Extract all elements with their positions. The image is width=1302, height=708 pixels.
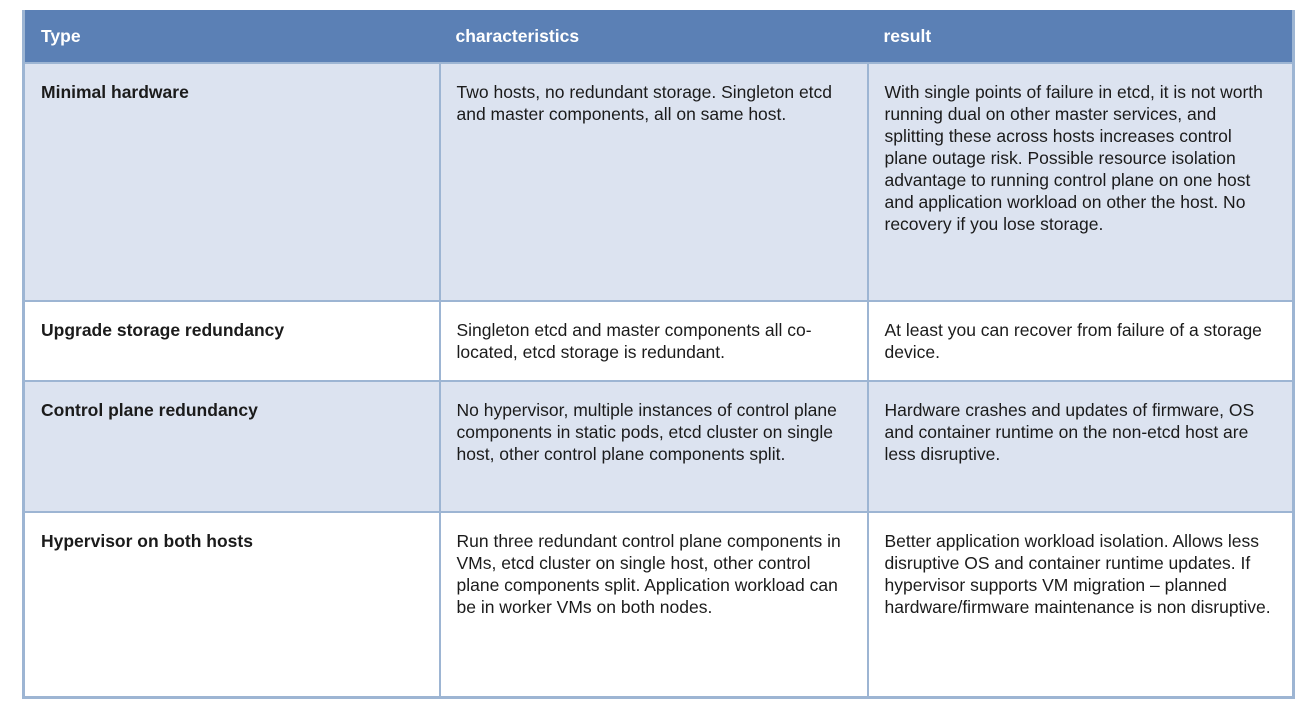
cell-characteristics: No hypervisor, multiple instances of control plane components in static pods, etcd cluster on single host, other control plane components split. <box>440 381 868 512</box>
cell-type: Control plane redundancy <box>24 381 440 512</box>
header-row <box>24 10 1294 63</box>
table-body <box>24 63 1294 697</box>
cell-result: Better application workload isolation. Allows less disruptive OS and container runtime updates. If hypervisor supports VM migration – planned hardware/firmware maintenance is non disruptive. <box>868 512 1294 697</box>
cell-characteristics: Run three redundant control plane components in VMs, etcd cluster on single host, other control plane components split. Application workload can be in worker VMs on both nodes. <box>440 512 868 697</box>
cell-characteristics: Two hosts, no redundant storage. Singleton etcd and master components, all on same host. <box>440 63 868 301</box>
comparison-table <box>22 10 1295 699</box>
cell-type: Upgrade storage redundancy <box>24 301 440 381</box>
column-header-type: Type <box>24 10 440 63</box>
table-row <box>24 381 1294 512</box>
column-header-characteristics: characteristics <box>440 10 868 63</box>
table-row <box>24 301 1294 381</box>
cell-type: Hypervisor on both hosts <box>24 512 440 697</box>
table-row <box>24 512 1294 697</box>
cell-result: With single points of failure in etcd, it is not worth running dual on other master services, and splitting these across hosts increases control plane outage risk. Possible resource isolation advantage to running control plane on one host and application workload on other the host. No recovery if you lose storage. <box>868 63 1294 301</box>
table-header <box>24 10 1294 63</box>
cell-characteristics: Singleton etcd and master components all co-located, etcd storage is redundant. <box>440 301 868 381</box>
cell-result: Hardware crashes and updates of firmware, OS and container runtime on the non-etcd host are less disruptive. <box>868 381 1294 512</box>
cell-type: Minimal hardware <box>24 63 440 301</box>
cell-result: At least you can recover from failure of a storage device. <box>868 301 1294 381</box>
table-row <box>24 63 1294 301</box>
column-header-result: result <box>868 10 1294 63</box>
